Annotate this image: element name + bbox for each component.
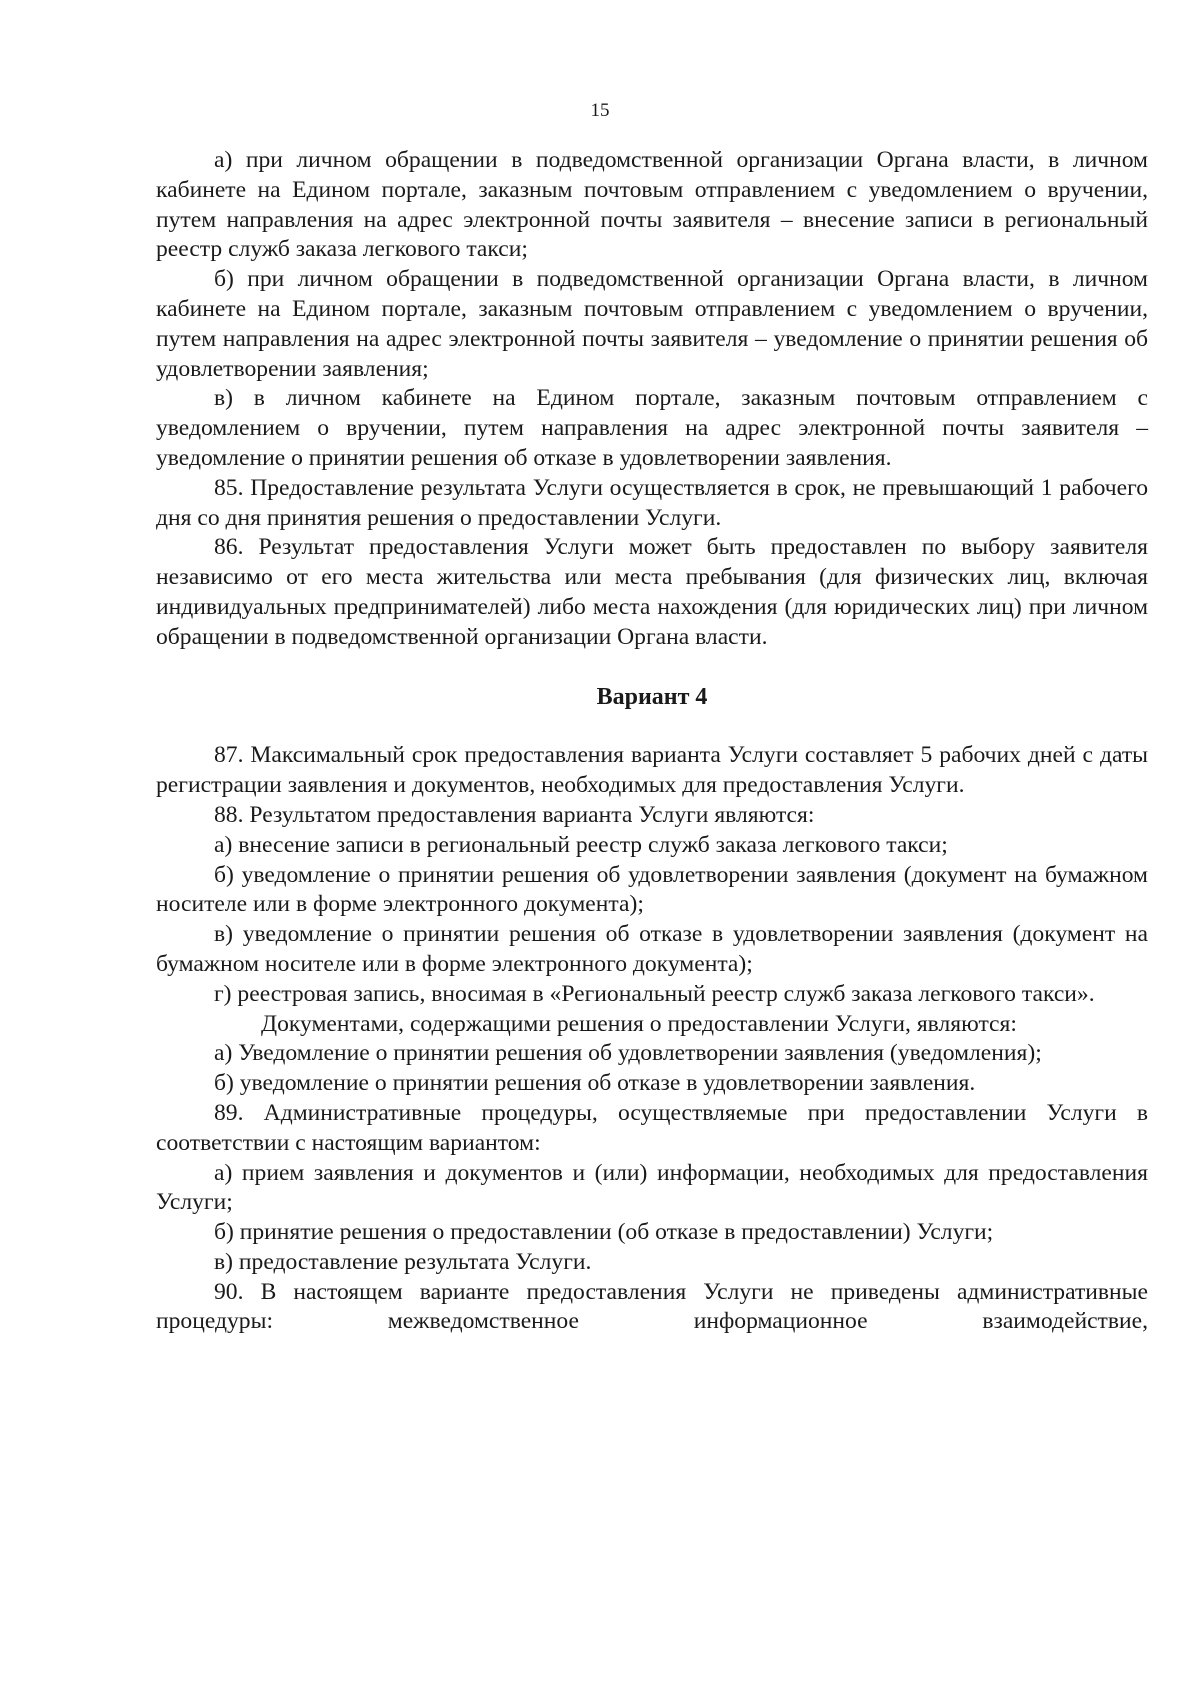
paragraph-87: 87. Максимальный срок предоставления варианта Услуги составляет 5 рабочих дней с даты регистрации заявления и документов, необходимых для предоставления Услуги. (156, 742, 1148, 799)
paragraph-decision-documents: Документами, содержащими решения о предоставлении Услуги, являются: (261, 1010, 1017, 1037)
paragraph-decision-doc-b: б) уведомление о принятии решения об отказе в удовлетворении заявления. (214, 1070, 976, 1097)
paragraph-88-b: б) уведомление о принятии решения об удовлетворении заявления (документ на бумажном носителе или в форме электронного документа); (156, 861, 1148, 918)
paragraph-v-refusal-notice: в) в личном кабинете на Едином портале, заказным почтовым отправлением с уведомлением о вручении, путем направления на адрес электронной почты заявителя – уведомление о принятии решения об отказе в удовлетворении заявления. (156, 385, 1148, 471)
paragraph-decision-doc-a: а) Уведомление о принятии решения об удовлетворении заявления (уведомления); (214, 1040, 1042, 1067)
document-body (156, 146, 1148, 1337)
page-number: 15 (590, 100, 610, 121)
paragraph-86: 86. Результат предоставления Услуги может быть предоставлен по выбору заявителя независимо от его места жительства или места пребывания (для физических лиц, включая индивидуальных предпринимателей) либо места нахождения (для юридических лиц) при личном обращении в подведомственной организации Органа власти. (156, 534, 1148, 650)
paragraph-89-v: в) предоставление результата Услуги. (214, 1248, 592, 1275)
paragraph-90: 90. В настоящем варианте предоставления Услуги не приведены административные процедуры: межведомственное информационное взаимодействие, (156, 1278, 1148, 1335)
paragraph-88-v: в) уведомление о принятии решения об отказе в удовлетворении заявления (документ на бумажном носителе или в форме электронного документа); (156, 921, 1148, 977)
paragraph-85: 85. Предоставление результата Услуги осуществляется в срок, не превышающий 1 рабочего дня со дня принятия решения о предоставлении Услуги. (156, 474, 1148, 531)
paragraph-88-a: а) внесение записи в региональный реестр служб заказа легкового такси; (214, 831, 948, 858)
paragraph-88-g: г) реестровая запись, вносимая в «Региональный реестр служб заказа легкового такси». (214, 980, 1095, 1007)
paragraph-a-registry-entry: а) при личном обращении в подведомственной организации Органа власти, в личном кабинете на Едином портале, заказным почтовым отправлением с уведомлением о вручении, путем направления на адрес электронной почты заявителя – внесение записи в региональный реестр служб заказа легкового такси; (156, 147, 1148, 263)
paragraph-88: 88. Результатом предоставления варианта Услуги являются: (214, 801, 815, 828)
paragraph-89: 89. Административные процедуры, осуществляемые при предоставлении Услуги в соответствии с настоящим вариантом: (156, 1099, 1148, 1156)
paragraph-89-a: а) прием заявления и документов и (или) информации, необходимых для предоставления Услуги; (156, 1159, 1148, 1216)
paragraph-89-b: б) принятие решения о предоставлении (об отказе в предоставлении) Услуги; (214, 1219, 994, 1246)
paragraph-b-approval-notice: б) при личном обращении в подведомственной организации Органа власти, в личном кабинете на Едином портале, заказным почтовым отправлением с уведомлением о вручении, путем направления на адрес электронной почты заявителя – уведомление о принятии решения об удовлетворении заявления; (156, 266, 1148, 382)
section-heading-variant-4: Вариант 4 (596, 683, 708, 710)
